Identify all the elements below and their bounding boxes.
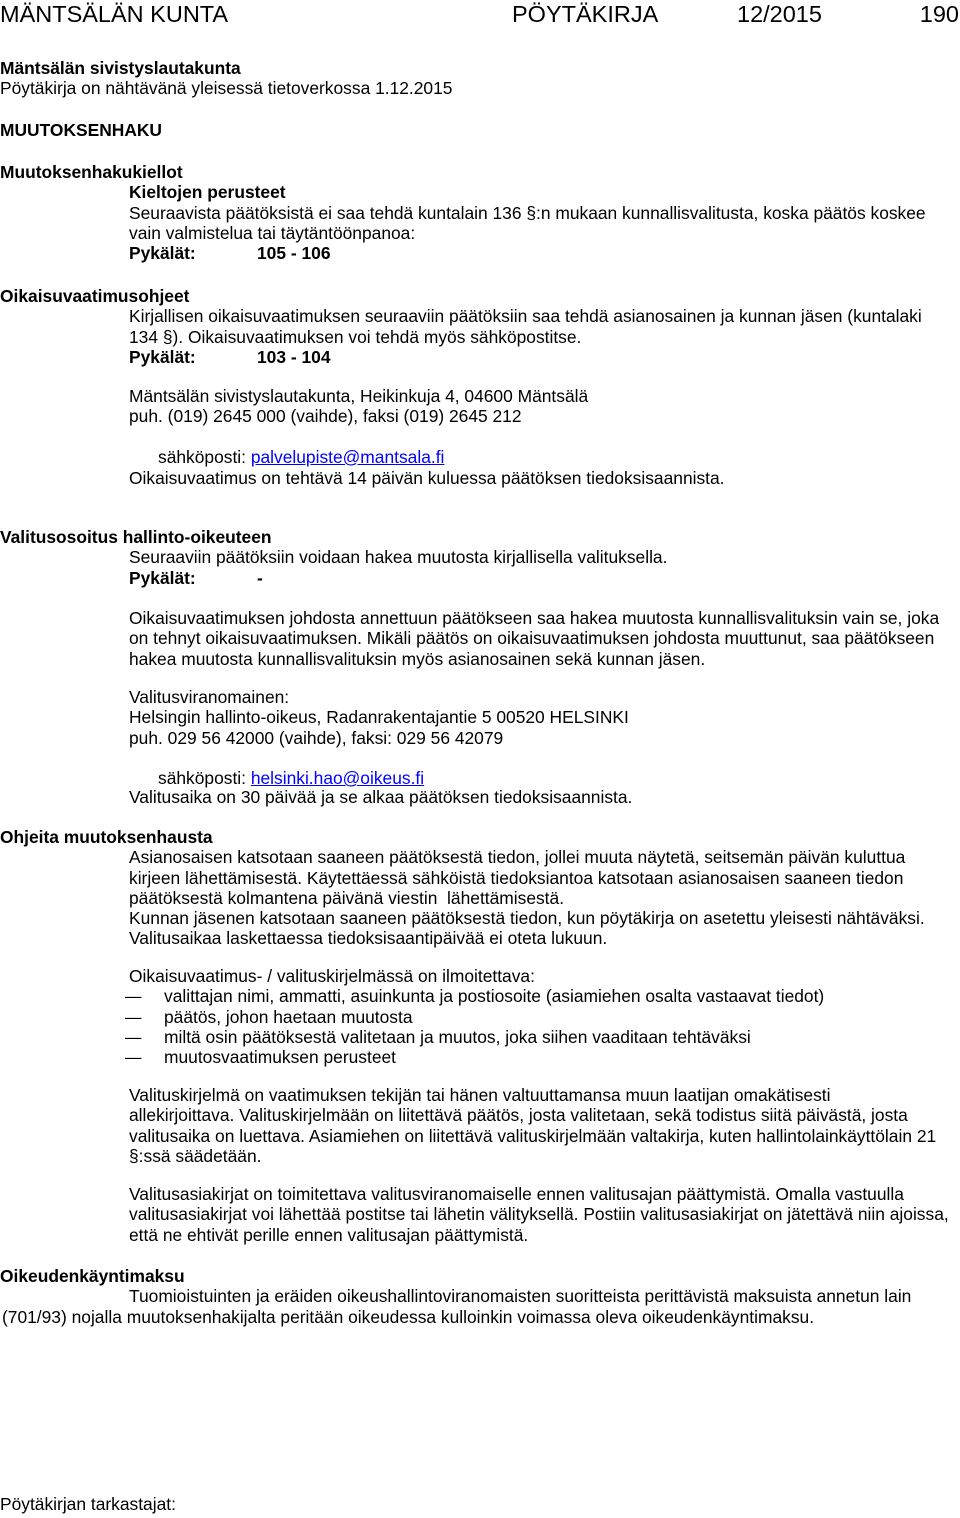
email-label: sähköposti: [158,446,251,467]
phone-line: puh. 029 56 42000 (vaihde), faksi: 029 56 42079 [129,727,504,748]
list-item [0,1027,960,1047]
paragraph-line: valitusasiakirjat voi lähettää postitse tai lähetin välityksellä. Postiin valitusasiakirjat on jätettävä niin ajoissa, [129,1204,949,1225]
email-link[interactable]: helsinki.hao@oikeus.fi [250,768,425,788]
section-heading: Ohjeita muutoksenhausta [0,827,213,847]
paragraph-line: Asianosaisen katsotaan saaneen päätöksestä tiedon, jollei muuta näytetä, seitsemän päivän kuluttua [129,847,906,868]
paragraph-line: päätöksestä kolmantena päivänä viestin lähettämisestä. [129,887,565,908]
section-subheading: Kieltojen perusteet [129,182,286,203]
list-item-text: päätös, johon haetaan muutosta [164,1006,413,1027]
page-number: 190 [919,1,959,27]
paragraph-line: Kunnan jäsenen katsotaan saaneen päätöksestä tiedon, kun pöytäkirja on asetettu yleisesti nähtäväksi. [129,908,925,928]
paragraph-line: hakea muutosta kunnallisvalituksin myös asianosainen sekä kunnan jäsen. [129,648,706,669]
list-item [0,1047,960,1067]
reviewers-label: Pöytäkirjan tarkastajat: [0,1494,176,1514]
address-line: Helsingin hallinto-oikeus, Radanrakentajantie 5 00520 HELSINKI [129,707,629,728]
publication-notice: Pöytäkirja on nähtävänä yleisessä tietoverkossa 1.12.2015 [0,78,453,99]
sections-value: 103 - 104 [257,346,331,367]
sections-label: Pykälät: [129,567,196,588]
rectification-address [0,386,960,467]
board-info [0,58,960,99]
section-heading: Muutoksenhakukiellot [0,162,183,182]
paragraph-line: Seuraaviin päätöksiin voidaan hakea muutosta kirjallisella valituksella. [129,547,668,568]
appeal-deadline-block [0,787,960,807]
email-line [0,748,960,788]
list-item-text: miltä osin päätöksestä valitetaan ja muutos, joka siihen vaaditaan tehtäväksi [164,1026,751,1047]
dash-bullet-icon: – [125,1006,142,1027]
list-item-text: muutosvaatimuksen perusteet [164,1047,396,1067]
list-intro: Oikaisuvaatimus- / valituskirjelmässä on ilmoitettava: [129,966,535,986]
list-item [0,986,960,1006]
list-item [0,1007,960,1027]
document-type: PÖYTÄKIRJA [512,1,659,27]
sections-label: Pykälät: [129,346,196,367]
paragraph-line: §:ssä säädetään. [129,1145,262,1166]
required-info-list [0,966,960,1067]
paragraph-line: on tehnyt oikaisuvaatimuksen. Mikäli päätös on oikaisuvaatimuksen johdosta muuttunut, saa päätökseen [129,628,935,649]
sections-row [0,568,960,588]
rectification-deadline: Oikaisuvaatimus on tehtävä 14 päivän kuluessa päätöksen tiedoksisaannista. [129,468,725,488]
email-label: sähköposti: [158,768,251,788]
paragraph-line: Kirjallisen oikaisuvaatimuksen seuraaviin päätöksiin saa tehdä asianosainen ja kunnan jäsen (kuntalaki [129,306,922,327]
appeal-prohibitions-section [0,162,960,263]
section-heading: Oikaisuvaatimusohjeet [0,286,190,306]
paragraph-line: Seuraavista päätöksistä ei saa tehdä kuntalain 136 §:n mukaan kunnallisvalitusta, koska päätös koskee [129,202,926,223]
phone-line: puh. (019) 2645 000 (vaihde), faksi (019) 2645 212 [129,406,522,427]
instructions-section [0,827,960,949]
email-line [0,427,960,467]
paragraph-line: että ne ehtivät perille ennen valitusajan päättymistä. [129,1224,529,1245]
sections-label: Pykälät: [129,243,196,263]
paragraph-line: kirjeen lähettämisestä. Käytettäessä sähköistä tiedoksiantoa katsotaan asianosaisen saaneen tiedon [129,867,904,888]
main-heading-block [0,120,960,140]
appeal-section [0,527,960,588]
appeal-deadline: Valitusaika on 30 päivää ja se alkaa päätöksen tiedoksisaannista. [129,787,633,807]
sections-row [0,243,960,263]
page-header [0,0,960,28]
sections-row [0,347,960,367]
paragraph-line: valitusaika on luettava. Asiamiehen on liitettävä valituskirjelmään valtakirja, kuten hallintolainkäyttölain 21 [129,1125,937,1146]
appeal-paragraph [0,608,960,669]
section-heading: Oikeudenkäyntimaksu [0,1266,185,1286]
dash-bullet-icon: – [125,1026,142,1047]
paragraph-line: 134 §). Oikaisuvaatimuksen voi tehdä myös sähköpostitse. [129,326,582,347]
board-name: Mäntsälän sivistyslautakunta [0,58,241,78]
paragraph-line: Valitusaikaa laskettaessa tiedoksisaantipäivää ei oteta lukuun. [129,928,608,949]
main-heading: MUUTOKSENHAKU [0,120,162,140]
sections-value: 105 - 106 [257,243,331,263]
paragraph-line: Valitusasiakirjat on toimitettava valitusviranomaiselle ennen valitusajan päättymistä. Omalla vastuulla [129,1184,904,1204]
municipality-name: MÄNTSÄLÄN KUNTA [0,1,229,27]
sections-value: - [257,567,263,588]
address-line: Mäntsälän sivistyslautakunta, Heikinkuja 4, 04600 Mäntsälä [129,386,589,406]
paragraph-line: allekirjoittava. Valituskirjelmään on liitettävä päätös, josta valitetaan, sekä todistus siitä päivästä, josta [129,1105,908,1126]
dash-bullet-icon: – [125,1047,142,1067]
delivery-paragraph [0,1184,960,1245]
authority-label: Valitusviranomainen: [129,687,290,707]
list-item-text: valittajan nimi, ammatti, asuinkunta ja postiosoite (asiamiehen osalta vastaavat tiedot) [164,986,825,1007]
paragraph-line: Valituskirjelmä on vaatimuksen tekijän tai hänen valtuuttamansa muun laatijan omakätisesti [129,1085,831,1105]
appeal-authority [0,687,960,788]
paragraph-line: vain valmistelua tai täytäntöönpanoa: [129,222,416,243]
email-link[interactable]: palvelupiste@mantsala.fi [250,446,445,467]
paragraph-line: Oikaisuvaatimuksen johdosta annettuun päätökseen saa hakea muutosta kunnallisvalituksin vain se, joka [129,608,940,628]
dash-bullet-icon: – [125,986,142,1007]
paragraph-line: (701/93) nojalla muutoksenhakijalta peritään oikeudessa kulloinkin voimassa oleva oikeudenkäyntimaksu. [2,1306,815,1327]
court-fee-section [0,1266,960,1327]
rectification-section [0,286,960,367]
rectification-deadline-block [0,468,960,488]
section-heading: Valitusosoitus hallinto-oikeuteen [0,527,272,547]
signature-paragraph [0,1085,960,1166]
page-footer [0,1494,960,1514]
paragraph-line: Tuomioistuinten ja eräiden oikeushallintoviranomaisten suoritteista perittävistä maksuista annetun lain [129,1286,912,1307]
meeting-number: 12/2015 [737,1,822,27]
